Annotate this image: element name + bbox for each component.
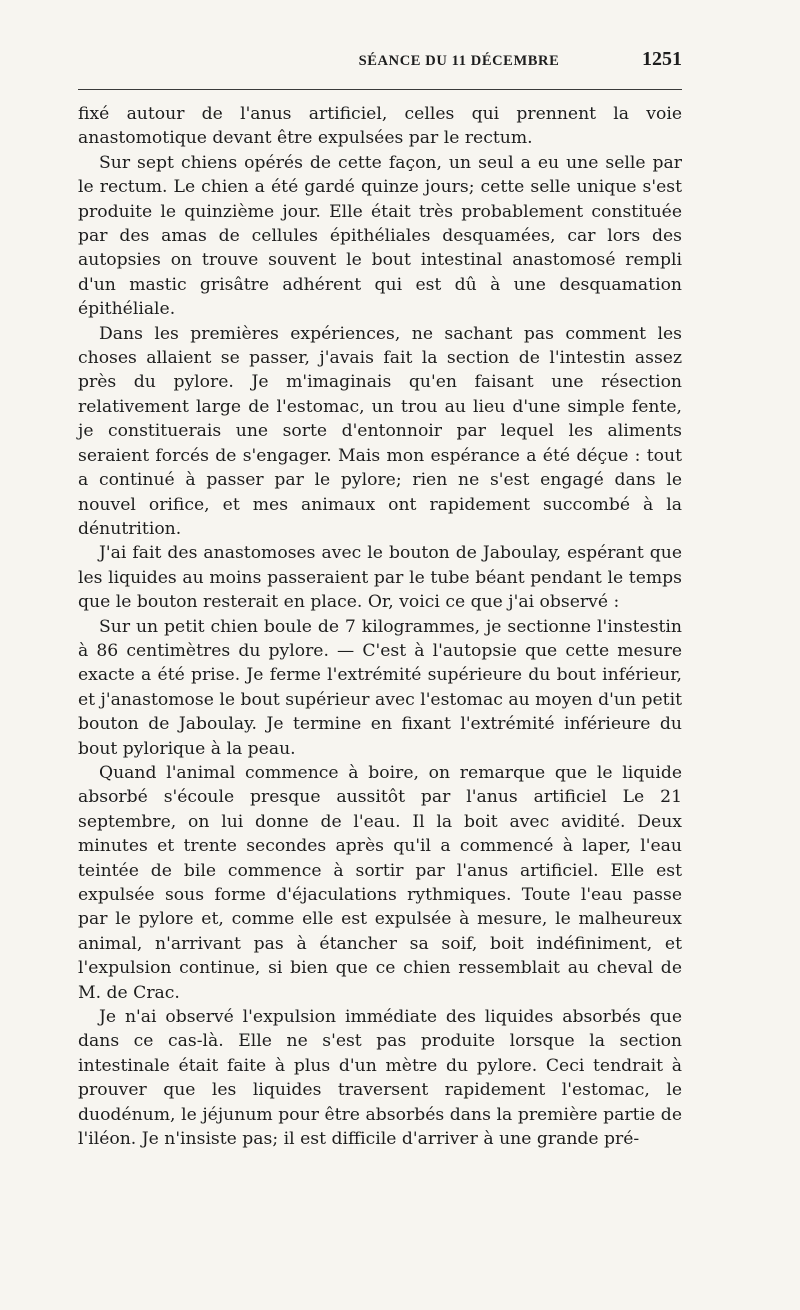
body-text	[78, 102, 682, 1151]
paragraph: Quand l'animal commence à boire, on remarque que le liquide absorbé s'écoule presque aussitôt par l'anus artificiel Le 21 septembre, on lui donne de l'eau. Il la boit avec avidité. Deux minutes et trente secondes après qu'il a commencé à laper, l'eau teintée de bile commence à sortir par l'anus artificiel. Elle est expulsée sous forme d'éjaculations rythmiques. Toute l'eau passe par le pylore et, comme elle est expulsée à mesure, le malheureux animal, n'arrivant pas à étancher sa soif, boit indéfiniment, et l'expulsion continue, si bien que ce chien ressemblait au cheval de M. de Crac.	[78, 762, 682, 1003]
paragraph: fixé autour de l'anus artificiel, celles qui prennent la voie anastomotique devant être expulsées par le rectum.	[78, 104, 682, 149]
paragraph: Je n'ai observé l'expulsion immédiate des liquides absorbés que dans ce cas-là. Elle ne s'est pas produite lorsque la section intestinale était faite à plus d'un mètre du pylore. Ceci tendrait à prouver que les liquides traversent rapidement l'estomac, le duodénum, le jéjunum pour être absorbés dans la première partie de l'iléon. Je n'insiste pas; il est difficile d'arriver à une grande pré-	[78, 1007, 682, 1150]
running-title: SÉANCE DU 11 DÉCEMBRE	[358, 53, 560, 69]
page-number: 1251	[641, 48, 682, 70]
paragraph: J'ai fait des anastomoses avec le bouton de Jaboulay, espérant que les liquides au moins passeraient par le tube béant pendant le temps que le bouton resterait en place. Or, voici ce que j'ai observé :	[78, 543, 682, 613]
paragraph: Sur un petit chien boule de 7 kilogrammes, je sectionne l'instestin à 86 centimètres du pylore. — C'est à l'autopsie que cette mesure exacte a été prise. Je ferme l'extrémité supérieure du bout inférieur, et j'anastomose le bout supérieur avec l'estomac au moyen d'un petit bouton de Jaboulay. Je termine en fixant l'extrémité inférieure du bout pylorique à la peau.	[78, 616, 682, 759]
page-header	[78, 48, 682, 74]
header-rule	[78, 89, 682, 90]
paragraph: Sur sept chiens opérés de cette façon, un seul a eu une selle par le rectum. Le chien a été gardé quinze jours; cette selle unique s'est produite le quinzième jour. Elle était très probablement constituée par des amas de cellules épithéliales desquamées, car lors des autopsies on trouve souvent le bout intestinal anastomosé rempli d'un mastic grisâtre adhérent qui est dû à une desquamation épithéliale.	[78, 152, 682, 320]
paragraph: Dans les premières expériences, ne sachant pas comment les choses allaient se passer, j'avais fait la section de l'intestin assez près du pylore. Je m'imaginais qu'en faisant une résection relativement large de l'estomac, un trou au lieu d'une simple fente, je constituerais une sorte d'entonnoir par lequel les aliments seraient forcés de s'engager. Mais mon espérance a été déçue : tout a continué à passer par le pylore; rien ne s'est engagé dans le nouvel orifice, et mes animaux ont rapidement succombé à la dénutrition.	[78, 323, 682, 539]
page	[78, 48, 682, 1150]
